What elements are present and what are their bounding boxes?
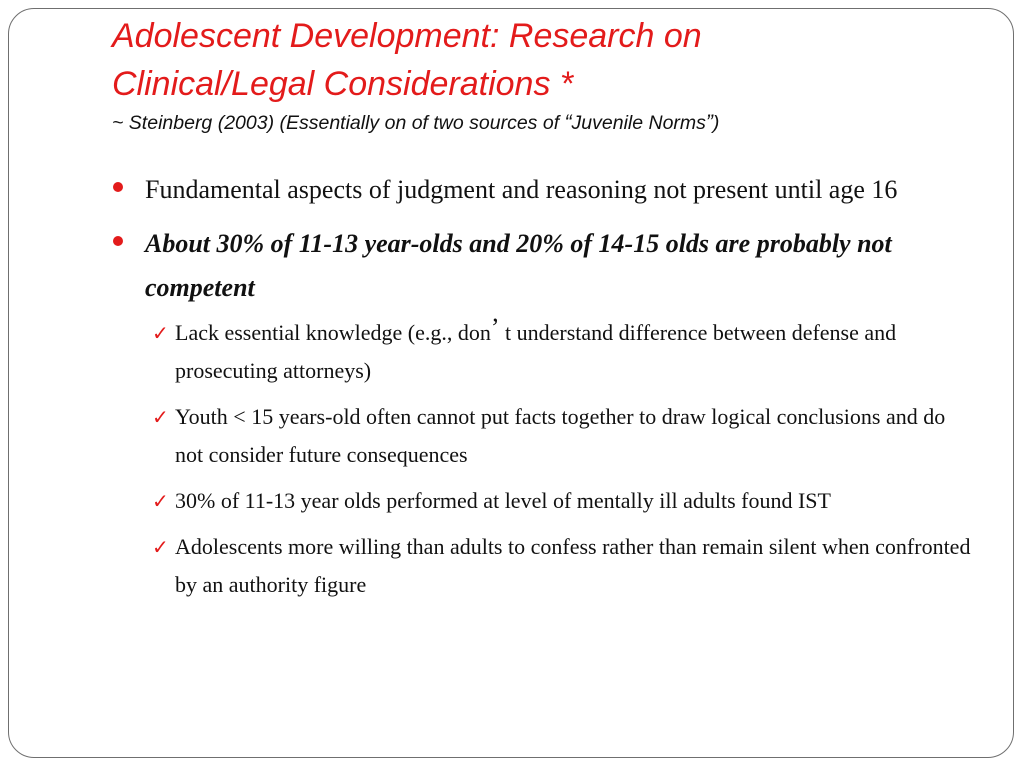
sub-bullet-text: 30% of 11-13 year olds performed at level of mentally ill adults found IST	[175, 488, 831, 513]
sub-bullet-apostrophe: ’	[490, 313, 500, 342]
subtitle-part-2: Juvenile Norms	[571, 112, 706, 134]
sub-bullet-text: Youth < 15 years-old often cannot put facts together to draw logical conclusions and do not consider future consequences	[175, 404, 946, 467]
sub-bullet-item	[152, 528, 972, 604]
bullet-item-emphasis	[112, 222, 972, 310]
bullet-item	[112, 168, 972, 212]
checkmark-icon: ✓	[152, 489, 169, 513]
sub-bullet-item	[152, 482, 972, 520]
slide-body	[112, 168, 972, 612]
red-dot-bullet-icon	[113, 236, 123, 246]
red-dot-bullet-icon	[113, 182, 123, 192]
bullet-text: Fundamental aspects of judgment and reasoning not present until age 16	[145, 175, 898, 204]
slide-title-line-2: Clinical/Legal Considerations *	[112, 65, 574, 103]
subtitle-part-1: ~ Steinberg (2003) (Essentially on of two sources of	[112, 112, 565, 134]
checkmark-icon: ✓	[152, 405, 169, 429]
slide-subtitle	[112, 110, 992, 136]
checkmark-icon: ✓	[152, 535, 169, 559]
sub-bullet-item	[152, 398, 972, 474]
sub-bullet-text: Adolescents more willing than adults to confess rather than remain silent when confronted by an authority figure	[175, 534, 971, 597]
sub-bullet-text-after: t understand difference between defense and prosecuting attorneys)	[175, 320, 897, 383]
subtitle-part-3: )	[712, 112, 720, 134]
checkmark-icon: ✓	[152, 321, 169, 345]
sub-bullet-item	[152, 314, 972, 390]
slide-title-block	[112, 12, 992, 136]
bullet-text: About 30% of 11-13 year-olds and 20% of 14-15 olds are probably not competent	[145, 229, 892, 302]
slide-title-line-1: Adolescent Development: Research on	[112, 17, 702, 55]
subtitle-quote-close: ”	[705, 111, 713, 134]
sub-bullet-list	[152, 314, 972, 604]
sub-bullet-text-before: Lack essential knowledge (e.g., don	[175, 320, 491, 345]
subtitle-quote-open: “	[564, 111, 572, 134]
